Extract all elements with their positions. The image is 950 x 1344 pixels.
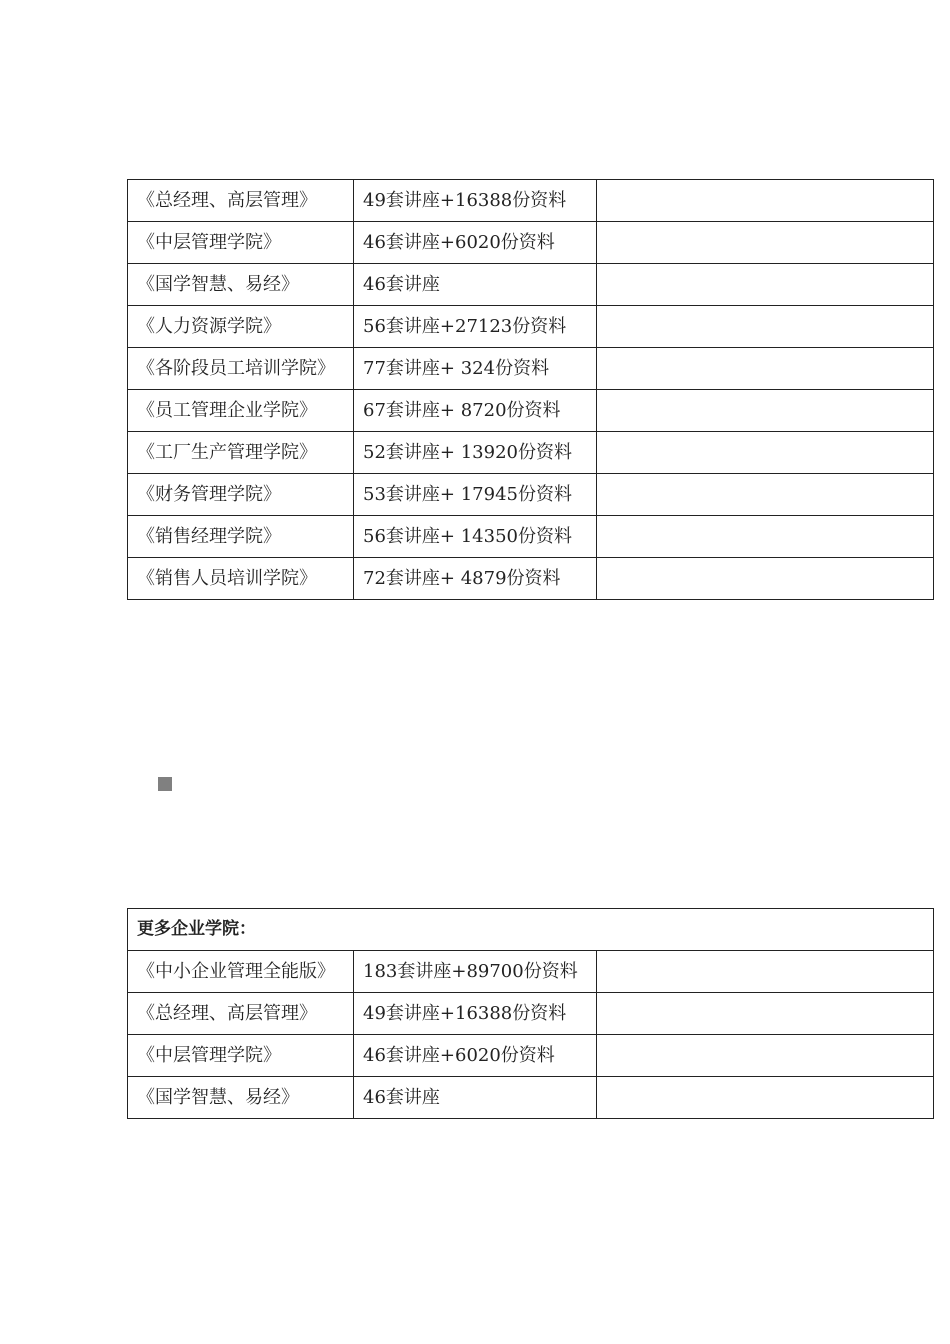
academy-note-cell (597, 1077, 934, 1119)
academy-name-cell: 《员工管理企业学院》 (128, 390, 354, 432)
table-row (128, 558, 934, 600)
academy-note-cell (597, 558, 934, 600)
academy-name-cell: 《中小企业管理全能版》 (128, 951, 354, 993)
academy-table-more (127, 908, 934, 1119)
academy-content-cell: 52套讲座+ 13920份资料 (354, 432, 597, 474)
academy-name-cell: 《财务管理学院》 (128, 474, 354, 516)
academy-content-cell: 56套讲座+ 14350份资料 (354, 516, 597, 558)
table-row (128, 222, 934, 264)
table-row (128, 1077, 934, 1119)
academy-name-cell: 《总经理、高层管理》 (128, 993, 354, 1035)
academy-content-cell: 183套讲座+89700份资料 (354, 951, 597, 993)
more-academies-header: 更多企业学院： (128, 909, 934, 951)
academy-note-cell (597, 180, 934, 222)
academy-content-cell: 53套讲座+ 17945份资料 (354, 474, 597, 516)
academy-note-cell (597, 951, 934, 993)
academy-note-cell (597, 264, 934, 306)
academy-content-cell: 49套讲座+16388份资料 (354, 993, 597, 1035)
academy-content-cell: 72套讲座+ 4879份资料 (354, 558, 597, 600)
academy-content-cell: 46套讲座+6020份资料 (354, 222, 597, 264)
table-row (128, 348, 934, 390)
academy-note-cell (597, 432, 934, 474)
academy-content-cell: 49套讲座+16388份资料 (354, 180, 597, 222)
academy-name-cell: 《中层管理学院》 (128, 222, 354, 264)
academy-name-cell: 《国学智慧、易经》 (128, 264, 354, 306)
table-row (128, 180, 934, 222)
academy-note-cell (597, 474, 934, 516)
table-row (128, 516, 934, 558)
academy-name-cell: 《人力资源学院》 (128, 306, 354, 348)
square-bullet-icon (158, 777, 172, 791)
table-row (128, 264, 934, 306)
table-row (128, 474, 934, 516)
table-row (128, 306, 934, 348)
academy-note-cell (597, 306, 934, 348)
academy-content-cell: 46套讲座 (354, 1077, 597, 1119)
academy-note-cell (597, 390, 934, 432)
academy-note-cell (597, 348, 934, 390)
table-row (128, 951, 934, 993)
academy-name-cell: 《工厂生产管理学院》 (128, 432, 354, 474)
academy-name-cell: 《销售人员培训学院》 (128, 558, 354, 600)
table-row (128, 432, 934, 474)
academy-table-top (127, 179, 934, 600)
academy-content-cell: 77套讲座+ 324份资料 (354, 348, 597, 390)
academy-note-cell (597, 222, 934, 264)
table-row (128, 993, 934, 1035)
academy-note-cell (597, 516, 934, 558)
academy-name-cell: 《中层管理学院》 (128, 1035, 354, 1077)
table-header-row (128, 909, 934, 951)
academy-name-cell: 《国学智慧、易经》 (128, 1077, 354, 1119)
academy-content-cell: 67套讲座+ 8720份资料 (354, 390, 597, 432)
academy-content-cell: 56套讲座+27123份资料 (354, 306, 597, 348)
academy-name-cell: 《总经理、高层管理》 (128, 180, 354, 222)
table-row (128, 390, 934, 432)
academy-content-cell: 46套讲座 (354, 264, 597, 306)
table-row (128, 1035, 934, 1077)
academy-name-cell: 《销售经理学院》 (128, 516, 354, 558)
academy-content-cell: 46套讲座+6020份资料 (354, 1035, 597, 1077)
academy-name-cell: 《各阶段员工培训学院》 (128, 348, 354, 390)
academy-note-cell (597, 993, 934, 1035)
academy-note-cell (597, 1035, 934, 1077)
